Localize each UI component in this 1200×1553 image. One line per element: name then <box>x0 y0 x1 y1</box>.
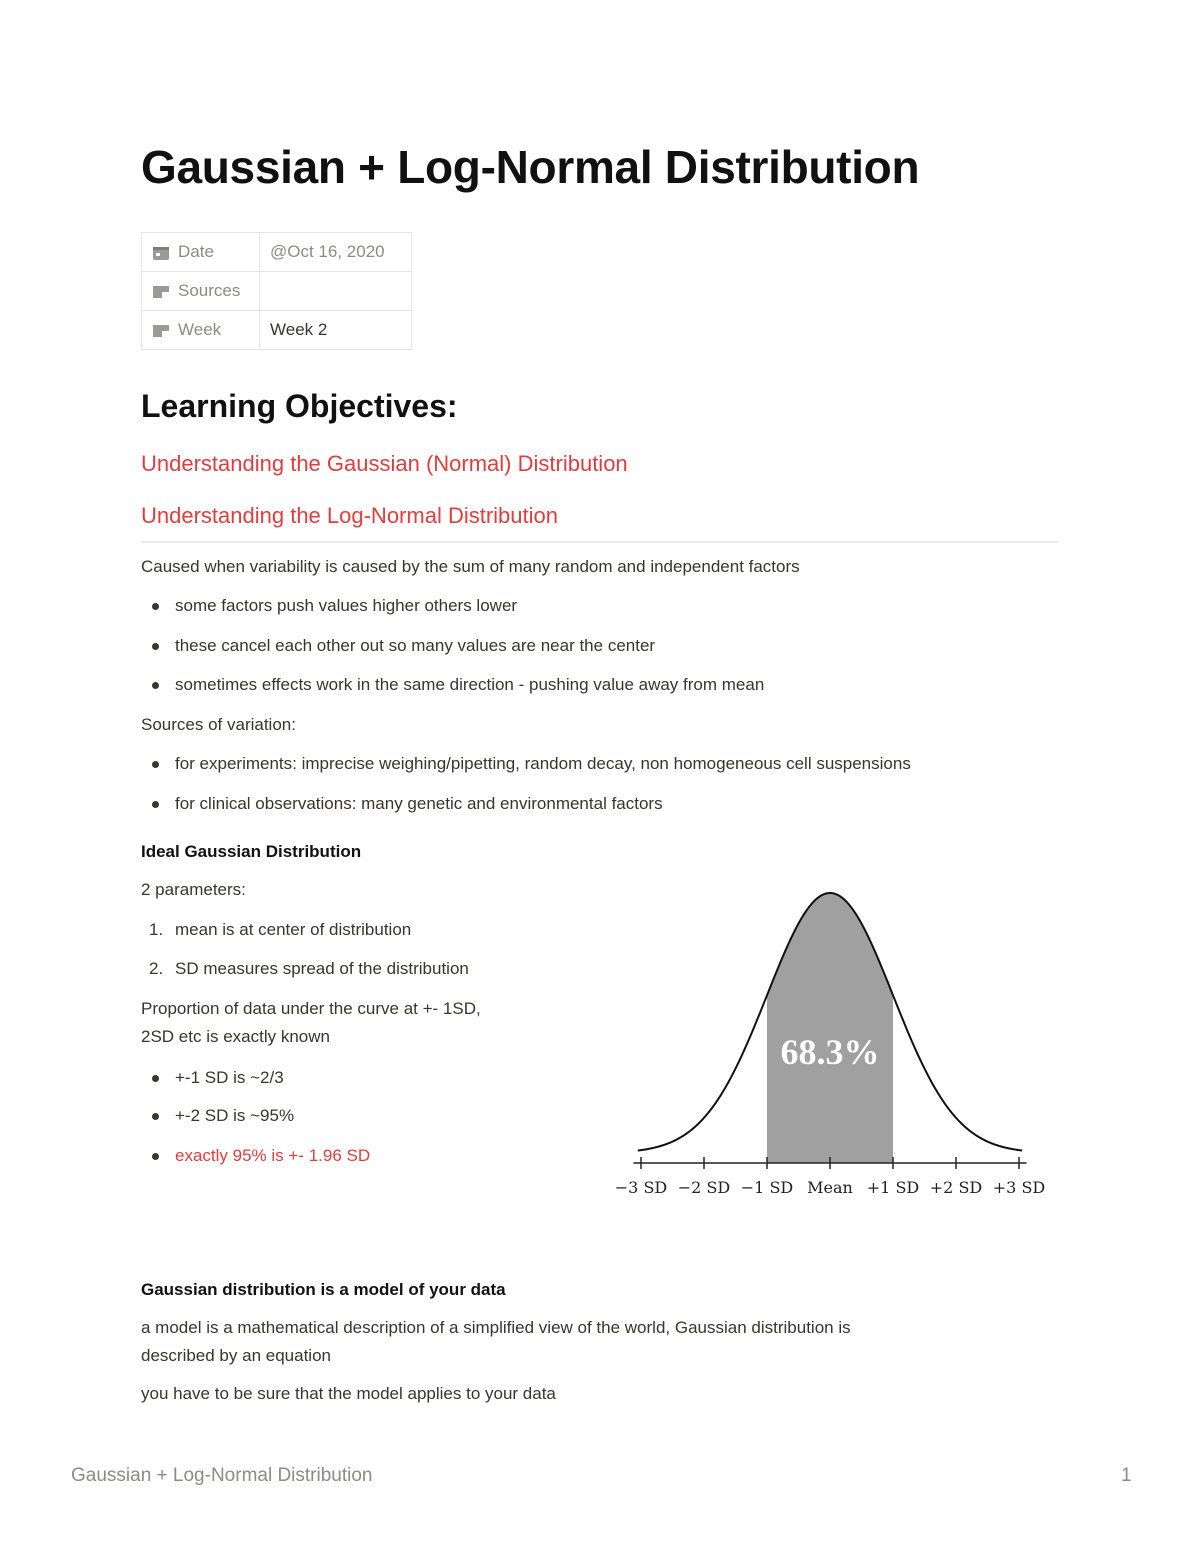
list-item: for clinical observations: many genetic and environmental factors <box>175 794 663 813</box>
footer-title: Gaussian + Log-Normal Distribution <box>71 1465 373 1486</box>
model-text-line-2: described by an equation <box>141 1346 331 1365</box>
x-tick-label: +2 SD <box>929 1178 983 1197</box>
property-key-sources: Sources <box>178 281 241 300</box>
highlight-list-item: exactly 95% is +- 1.96 SD <box>175 1146 371 1165</box>
objective-gaussian: Understanding the Gaussian (Normal) Distribution <box>141 451 628 476</box>
shaded-area-label: 68.3% <box>780 1032 880 1072</box>
numbered-item: mean is at center of distribution <box>175 920 412 939</box>
numbered-item: SD measures spread of the distribution <box>175 959 469 978</box>
bullet-dot <box>152 801 159 808</box>
x-tick-label: +3 SD <box>992 1178 1046 1197</box>
properties-table <box>141 232 412 350</box>
bullet-dot <box>152 1153 159 1160</box>
intro-text: Caused when variability is caused by the sum of many random and independent factors <box>141 557 800 576</box>
x-tick-label: Mean <box>807 1178 853 1197</box>
list-item: sometimes effects work in the same direction - pushing value away from mean <box>175 675 765 694</box>
model-text-line-3: you have to be sure that the model applies to your data <box>141 1384 556 1403</box>
bullet-dot <box>152 761 159 768</box>
shaded-area <box>767 893 893 1163</box>
list-item: these cancel each other out so many values are near the center <box>175 636 656 655</box>
list-item: for experiments: imprecise weighing/pipetting, random decay, non homogeneous cell suspensions <box>175 754 911 773</box>
normal-distribution-chart <box>610 880 1050 1210</box>
list-item: +-2 SD is ~95% <box>175 1106 295 1125</box>
bullet-dot <box>152 643 159 650</box>
page-number: 1 <box>1121 1465 1132 1486</box>
section-divider <box>141 541 1058 543</box>
x-tick-label: +1 SD <box>866 1178 920 1197</box>
sources-of-variation-label: Sources of variation: <box>141 715 296 734</box>
bullet-dot <box>152 1113 159 1120</box>
text-property-icon <box>152 323 170 339</box>
list-item: some factors push values higher others lower <box>175 596 518 615</box>
property-value-date[interactable]: @Oct 16, 2020 <box>260 233 412 272</box>
bullet-dot <box>152 603 159 610</box>
property-row-sources[interactable] <box>142 272 412 311</box>
bullet-dot <box>152 682 159 689</box>
x-tick-label: −3 SD <box>614 1178 668 1197</box>
property-row-date[interactable] <box>142 233 412 272</box>
property-row-week[interactable] <box>142 311 412 350</box>
objective-log-normal: Understanding the Log-Normal Distribution <box>141 503 558 528</box>
list-number: 1. <box>149 920 164 939</box>
ideal-gaussian-heading: Ideal Gaussian Distribution <box>141 842 362 861</box>
model-heading: Gaussian distribution is a model of your data <box>141 1280 506 1299</box>
property-value-week[interactable]: Week 2 <box>260 311 412 350</box>
page-title: Gaussian + Log-Normal Distribution <box>141 141 920 193</box>
text-property-icon <box>152 284 170 300</box>
learning-objectives-heading: Learning Objectives: <box>141 388 458 424</box>
model-text-line-1: a model is a mathematical description of a simplified view of the world, Gaussian distribution is <box>141 1318 851 1337</box>
proportion-text-line-2: 2SD etc is exactly known <box>141 1027 330 1046</box>
x-tick-label: −1 SD <box>740 1178 794 1197</box>
property-key-week: Week <box>178 320 222 339</box>
property-value-sources[interactable] <box>260 272 412 311</box>
parameters-label: 2 parameters: <box>141 880 246 899</box>
property-key-date: Date <box>178 242 214 261</box>
list-item: +-1 SD is ~2/3 <box>175 1068 284 1087</box>
bullet-dot <box>152 1075 159 1082</box>
list-number: 2. <box>149 959 164 978</box>
x-tick-label: −2 SD <box>677 1178 731 1197</box>
proportion-text-line-1: Proportion of data under the curve at +- 1SD, <box>141 999 481 1018</box>
calendar-icon <box>152 245 170 261</box>
